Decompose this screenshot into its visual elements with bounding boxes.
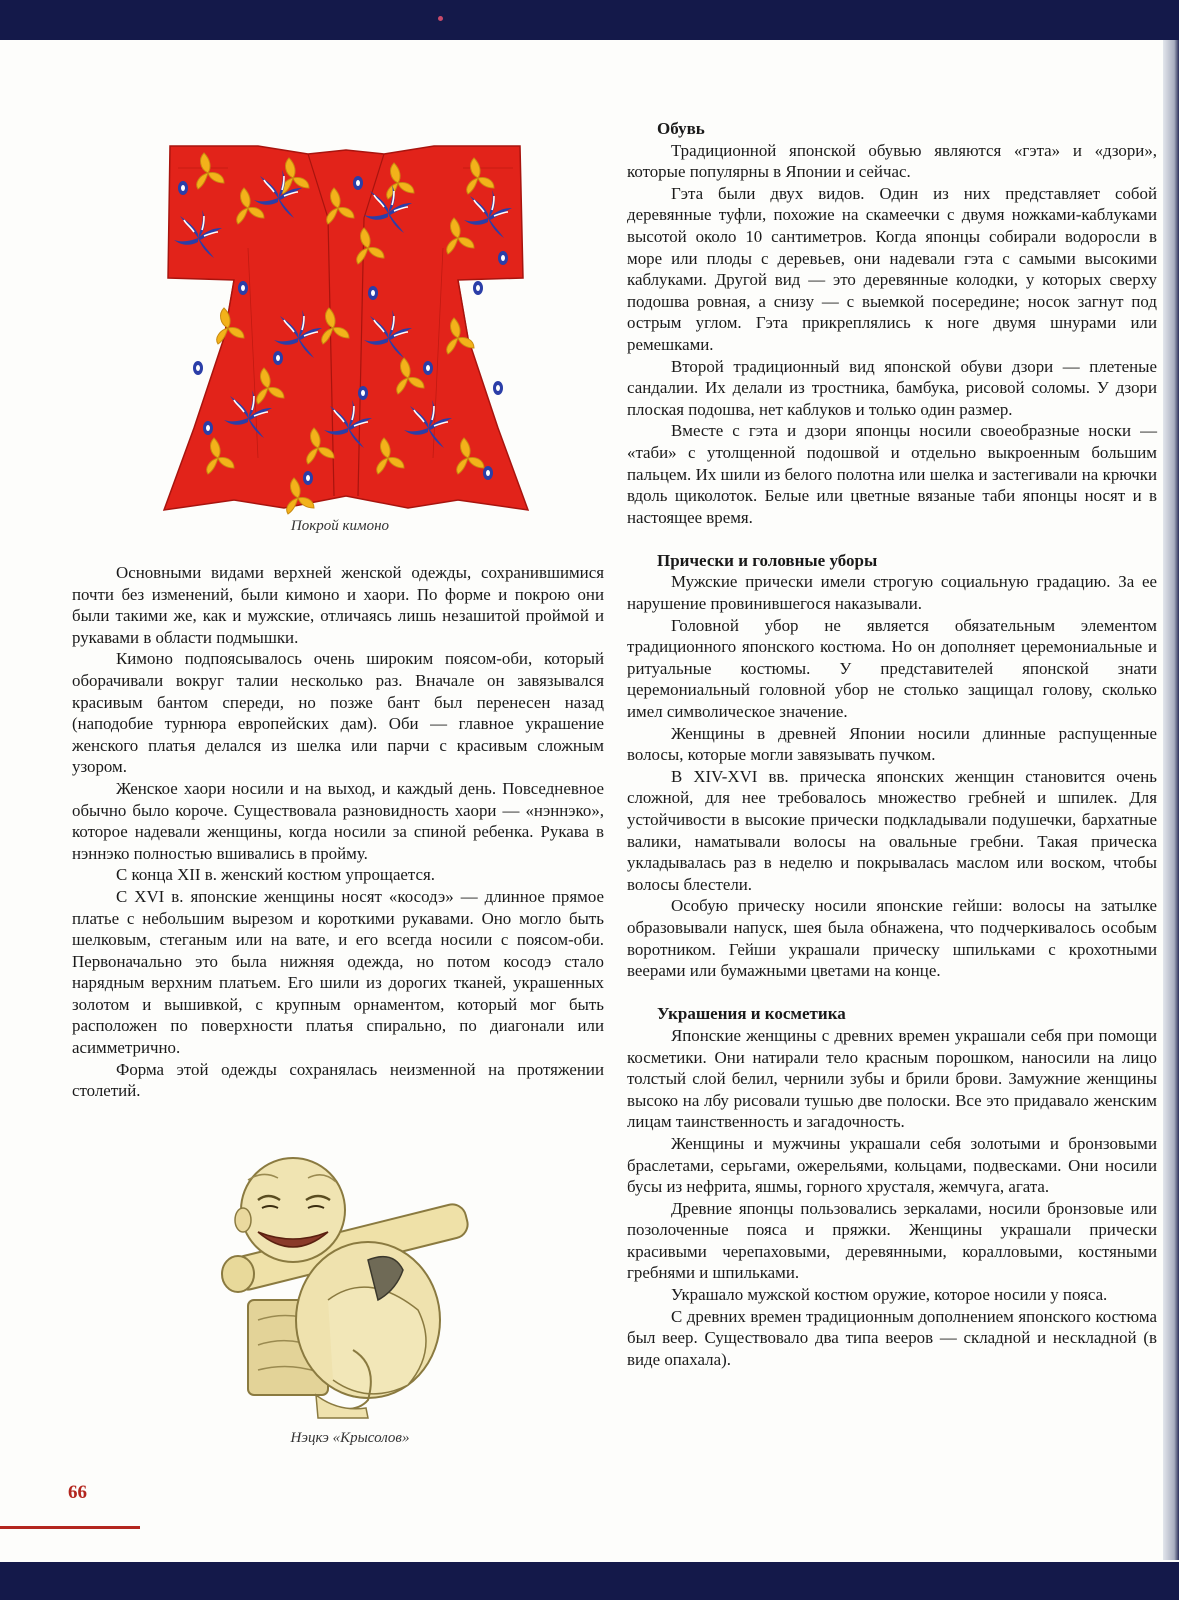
paragraph: Второй традиционный вид японской обуви дзори — плетеные сандалии. Их делали из тростника, бамбука, рисовой соломы. У дзори плоская подошва, нет каблуков и только один размер. — [627, 356, 1157, 419]
paragraph: Традиционной японской обувью являются «гэта» и «дзори», которые популярны в Японии и сейчас. — [627, 140, 1157, 182]
paragraph: Основными видами верхней женской одежды, сохранившимися почти без изменений, были кимоно и хаори. По форме и покрою они были такими же, как и мужские, отличаясь лишь незашитой проймой и рукавами в области подмышки. — [72, 563, 604, 647]
paragraph: С XVI в. японские женщины носят «косодэ» — длинное прямое платье с небольшим вырезом и короткими рукавами. Оно могло быть шелковым, стеганым или на вате, и его всегда носили с поясом-оби. Первоначально это была нижняя одежда, но потом косодэ стало нарядным верхним платьем. Его шили из дорогих тканей, украшенных золотом и вышивкой, с крупным орнаментом, который мог быть расположен по поверхности платья спирально, по диагонали или асимметрично. — [72, 886, 604, 1058]
decor-dot — [438, 16, 443, 21]
netsuke-illustration — [218, 1150, 483, 1420]
page-number-rule — [0, 1526, 140, 1529]
netsuke-caption: Нэцкэ «Крысолов» — [290, 1430, 410, 1446]
paragraph: Женщины в древней Японии носили длинные распущенные волосы, которые могли завязывать пучком. — [627, 723, 1157, 765]
paragraph: Головной убор не является обязательным элементом традиционного японского костюма. Но он дополняет церемониальные и ритуальные костюмы. У представителей японской знати церемониальный головной убор не столько защищал голову, сколько имел символическое значение. — [627, 615, 1157, 722]
bottom-border-band — [0, 1562, 1179, 1600]
paragraph: Вместе с гэта и дзори японцы носили своеобразные носки — «таби» с утолщенной подошвой и отдельно выкроенным большим пальцем. Их шили из белого полотна или шелка и застегивали на крючки вдоль щиколоток. Белые или цветные вязаные таби японцы носят и в настоящее время. — [627, 421, 1157, 527]
paragraph: Японские женщины с древних времен украшали себя при помощи косметики. Они натирали тело красным порошком, наносили на лицо толстый слой белил, чернили зубы и брили брови. Замужние женщины высоко на лбу рисовали тушью две полоски. Все это придавало женским лицам таинственность и загадочность. — [627, 1025, 1157, 1132]
paragraph: Древние японцы пользовались зеркалами, носили бронзовые или позолоченные пояса и пряжки. Женщины украшали прически красивыми черепаховыми, деревянными, коралловыми, костяными гребнями и шпильками. — [627, 1198, 1157, 1283]
paragraph: Кимоно подпоясывалось очень широким поясом-оби, который оборачивали вокруг талии несколько раз. Вначале он завязывался красивым бантом спереди, но позже бант был перенесен назад (наподобие турнюра европейских дам). Оби — главное украшение женского платья делался из шелка или парчи с красивым сложным узором. — [72, 649, 604, 777]
page-edge-shadow — [1163, 40, 1179, 1560]
section-spacer — [627, 528, 1157, 550]
section-heading-hairstyles: Прически и головные уборы — [657, 550, 878, 570]
paragraph: Форма этой одежды сохранялась неизменной на протяжении столетий. — [72, 1059, 604, 1101]
right-column — [627, 118, 1157, 1370]
paragraph: Гэта были двух видов. Один из них представляет собой деревянные туфли, похожие на скамеечки с двумя ножками-каблуками высотой около 10 сантиметров. Когда японцы собирали водоросли в море или плоды с деревьев, они надевали гэта с самыми высокими каблуками. Другой вид — это деревянные колодки, у которых сверху подошва ровная, а снизу — с выемкой посередине; носок загнут под острым углом. Гэта прикреплялись к ноге двумя шнурами или ремешками. — [627, 183, 1157, 354]
paragraph: Женское хаори носили и на выход, и каждый день. Повседневное обычно было короче. Существовала разновидность хаори — «нэннэко», которое надевали женщины, когда носили за спиной ребенка. Рукава в нэннэко полностью вшивались в пройму. — [72, 778, 604, 863]
left-column — [72, 562, 604, 1102]
paragraph: В XIV-XVI вв. прическа японских женщин становится очень сложной, для нее требовалось множество гребней и шпилек. Для устойчивости в высокие прически подкладывали подушечки, бархатные валики, наматывали волосы на овальные гребни. Такая прическа укладывалась раз в неделю и покрывалась маслом или воском, чтобы волосы блестели. — [627, 766, 1157, 894]
paragraph: С конца XII в. женский костюм упрощается. — [116, 865, 436, 885]
paragraph: Мужские прически имели строгую социальную градацию. За ее нарушение провинившегося наказывали. — [627, 572, 1157, 614]
page-number: 66 — [68, 1482, 87, 1503]
section-spacer — [627, 982, 1157, 1004]
paragraph: С древних времен традиционным дополнением японского костюма был веер. Существовало два типа вееров — складной и нескладной (в виде опахала). — [627, 1306, 1157, 1369]
section-heading-jewelry: Украшения и косметика — [657, 1004, 846, 1024]
paragraph: Особую прическу носили японские гейши: волосы на затылке образовывали напуск, шея была обнажена, что подчеркивалось особым воротником. Гейши украшали прическу шпильками с крохотными веерами или бумажными цветами на конце. — [627, 896, 1157, 981]
kimono-caption: Покрой кимоно — [290, 518, 390, 534]
top-border-band — [0, 0, 1179, 40]
kimono-illustration — [158, 128, 533, 520]
paragraph: Женщины и мужчины украшали себя золотыми и бронзовыми браслетами, серьгами, ожерельями, кольцами, подвесками. Они носили бусы из нефрита, яшмы, горного хрусталя, жемчуга, агата. — [627, 1133, 1157, 1197]
paragraph: Украшало мужской костюм оружие, которое носили у пояса. — [671, 1285, 1108, 1305]
section-heading-footwear: Обувь — [657, 119, 705, 138]
